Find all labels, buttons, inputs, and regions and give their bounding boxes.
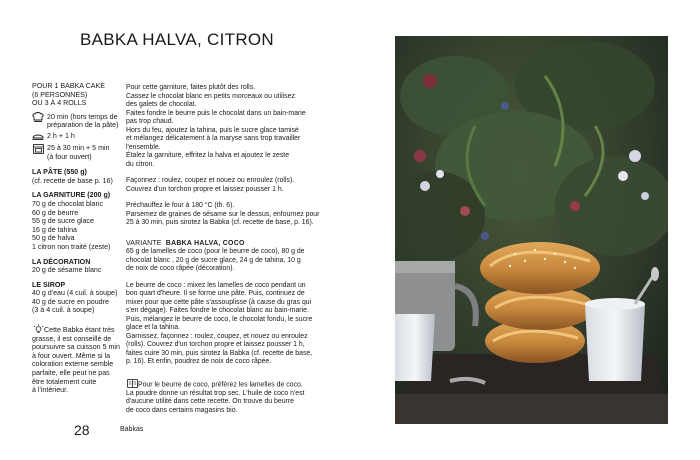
prep-time-text: 20 min (hors temps de <box>47 112 118 121</box>
variant-heading <box>126 240 312 249</box>
prep-time-text: préparation de la pâte) <box>47 121 119 130</box>
book-icon <box>126 379 138 389</box>
recipe-photo <box>395 36 668 424</box>
method-step <box>126 202 320 228</box>
yield-line: POUR 1 BABKA CAKE <box>32 82 105 90</box>
dough-rest-icon <box>32 132 44 142</box>
rest-time-text: 2 h + 1 h <box>47 131 75 140</box>
tip-text: être totalement cuite <box>32 377 97 386</box>
rest-time-row <box>32 132 120 142</box>
note-text: La poudre donne un résultat trop sec. L'huile de coco n'est <box>126 389 305 397</box>
ingredient: (3 à 4 cuil. à soupe) <box>32 306 95 315</box>
method-line: des galets de chocolat. <box>126 101 197 108</box>
section-heading: LA DÉCORATION <box>32 257 91 266</box>
variant-line: Le beurre de coco : mixez les lamelles de coco pendant un <box>126 281 306 289</box>
method-line: Cassez le chocolat blanc en petits morceaux ou utilisez <box>126 92 295 100</box>
method-line: pas trop chaud. <box>126 118 174 125</box>
prep-time-row <box>32 113 120 130</box>
note-text: de coco dans certains magasins bio. <box>126 406 238 414</box>
method-line: Parsemez de graines de sésame sur le dessus, enfournez pour <box>126 210 320 218</box>
method-line: Préchauffez le four à 180 °C (th. 6). <box>126 202 235 209</box>
method-line: Hors du feu, ajoutez la tahina, puis le sucre glace tamisé <box>126 126 299 134</box>
tip-text: poursuivre sa cuisson 5 min <box>32 343 120 352</box>
page-number: 28 <box>74 422 90 438</box>
ingredient: 55 g de sucre glace <box>32 217 94 226</box>
tip-text: à l'intérieur. <box>32 386 69 395</box>
tip-text: grasse, il est conseillé de <box>32 334 112 343</box>
bake-time-text: 25 à 30 min + 5 min <box>47 143 110 152</box>
ingredient: 20 g de sésame blanc <box>32 266 102 275</box>
chef-hat-icon <box>32 113 44 123</box>
method-line: Étalez la garniture, effritez la halva et ajoutez le zeste <box>126 152 290 159</box>
variant-line: Garnissez, façonnez : roulez, coupez, et nouez ou enroulez <box>126 332 308 340</box>
method-line: Faites fondre le beurre puis le chocolat dans un bain-marie <box>126 109 306 117</box>
babka-photo-illustration <box>395 36 668 424</box>
variant-label: VARIANTE <box>126 239 162 247</box>
variant-line: de noix de coco râpée (décoration). <box>126 265 235 272</box>
tip-text: coloration externe semble <box>32 360 114 369</box>
variant-body <box>126 282 312 367</box>
tip-text: à four ouvert. Même si la <box>32 351 111 360</box>
ingredient: 40 g de sucre en poudre <box>32 297 109 306</box>
tip-block <box>32 324 120 395</box>
variant-line: s'en dégage). Faites fondre le chocolat blanc au bain-marie. <box>126 307 309 314</box>
oven-icon <box>32 144 44 154</box>
ingredient: 70 g de chocolat blanc <box>32 199 103 208</box>
tip-text: Cette Babka étant très <box>44 326 115 335</box>
variant-line: faites cuire 30 min, puis sirotez la Babka (cf. recette de base, <box>126 349 313 357</box>
variant-name: BABKA HALVA, COCO <box>165 239 245 247</box>
ingredient: 1 citron non traité (zeste) <box>32 242 111 251</box>
ingredient: 40 g d'eau (4 cuil. à soupe) <box>32 289 118 298</box>
method-line: du citron. <box>126 160 155 168</box>
variant-line: mixer pour que cette pâte s'assouplisse (à cause du gras qui <box>126 298 312 306</box>
variant-line: chocolat blanc , 20 g de sucre glace, 24 g de tahina, 10 g <box>126 256 301 264</box>
bake-time-row <box>32 144 120 161</box>
variant-note <box>126 379 312 416</box>
variant-line: bon quart d'heure. Il se forme une pâte. Puis, continuez de <box>126 290 305 297</box>
section-heading: LE SIROP <box>32 280 66 289</box>
variant-line: Puis, mélangez le beurre de coco, le chocolat fondu, le sucre <box>126 315 313 323</box>
method-line: 25 à 30 min, puis sirotez la Babka (cf. recette de base, p. 16). <box>126 219 314 226</box>
variant-line: p. 16). Et enfin, poudrez de noix de coco râpée. <box>126 358 272 365</box>
ingredients-column <box>32 82 120 395</box>
method-step <box>126 177 312 194</box>
method-line: Façonnez : roulez, coupez et nouez ou enroulez (rolls). <box>126 177 295 184</box>
note-text: d'aucune utilité dans cette recette. On trouve du beurre <box>126 398 294 405</box>
section-heading: LA PÂTE (550 g) <box>32 168 87 177</box>
running-footer: Babkas <box>120 426 144 433</box>
variant-intro <box>126 248 312 274</box>
method-column <box>126 84 320 415</box>
variant-line: 65 g de lamelles de coco (pour le beurre de coco), 80 g de <box>126 248 305 255</box>
tip-text: parfaite, elle peut ne pas <box>32 369 110 378</box>
ingredient: 16 g de tahina <box>32 225 77 234</box>
ingredient: (cf. recette de base p. 16) <box>32 176 113 185</box>
lightbulb-icon <box>32 324 44 334</box>
yield-line: OU 3 À 4 ROLLS <box>32 99 87 108</box>
note-text: Pour le beurre de coco, préférez les lamelles de coco. <box>138 381 303 388</box>
yield-block <box>32 82 120 108</box>
method-line: l'ensemble. <box>126 143 161 151</box>
ingredient: 50 g de halva <box>32 234 75 243</box>
bake-time-text: (à four ouvert) <box>47 152 92 161</box>
section-heading: LA GARNITURE (200 g) <box>32 191 111 200</box>
variant-line: (rolls). Couvrez d'un torchon propre et laissez pousser 1 h, <box>126 341 305 348</box>
method-line: et mélangez délicatement à la maryse sans trop travailler <box>126 135 301 142</box>
method-line: Pour cette garniture, faites plutôt des rolls. <box>126 84 256 91</box>
ingredient: 60 g de beurre <box>32 208 79 217</box>
variant-line: glace et la tahina. <box>126 324 181 331</box>
method-step <box>126 84 312 169</box>
method-line: Couvrez d'un torchon propre et laissez pousser 1 h. <box>126 185 284 193</box>
yield-line: (6 PERSONNES) <box>32 90 88 99</box>
page-title: BABKA HALVA, CITRON <box>80 30 275 49</box>
